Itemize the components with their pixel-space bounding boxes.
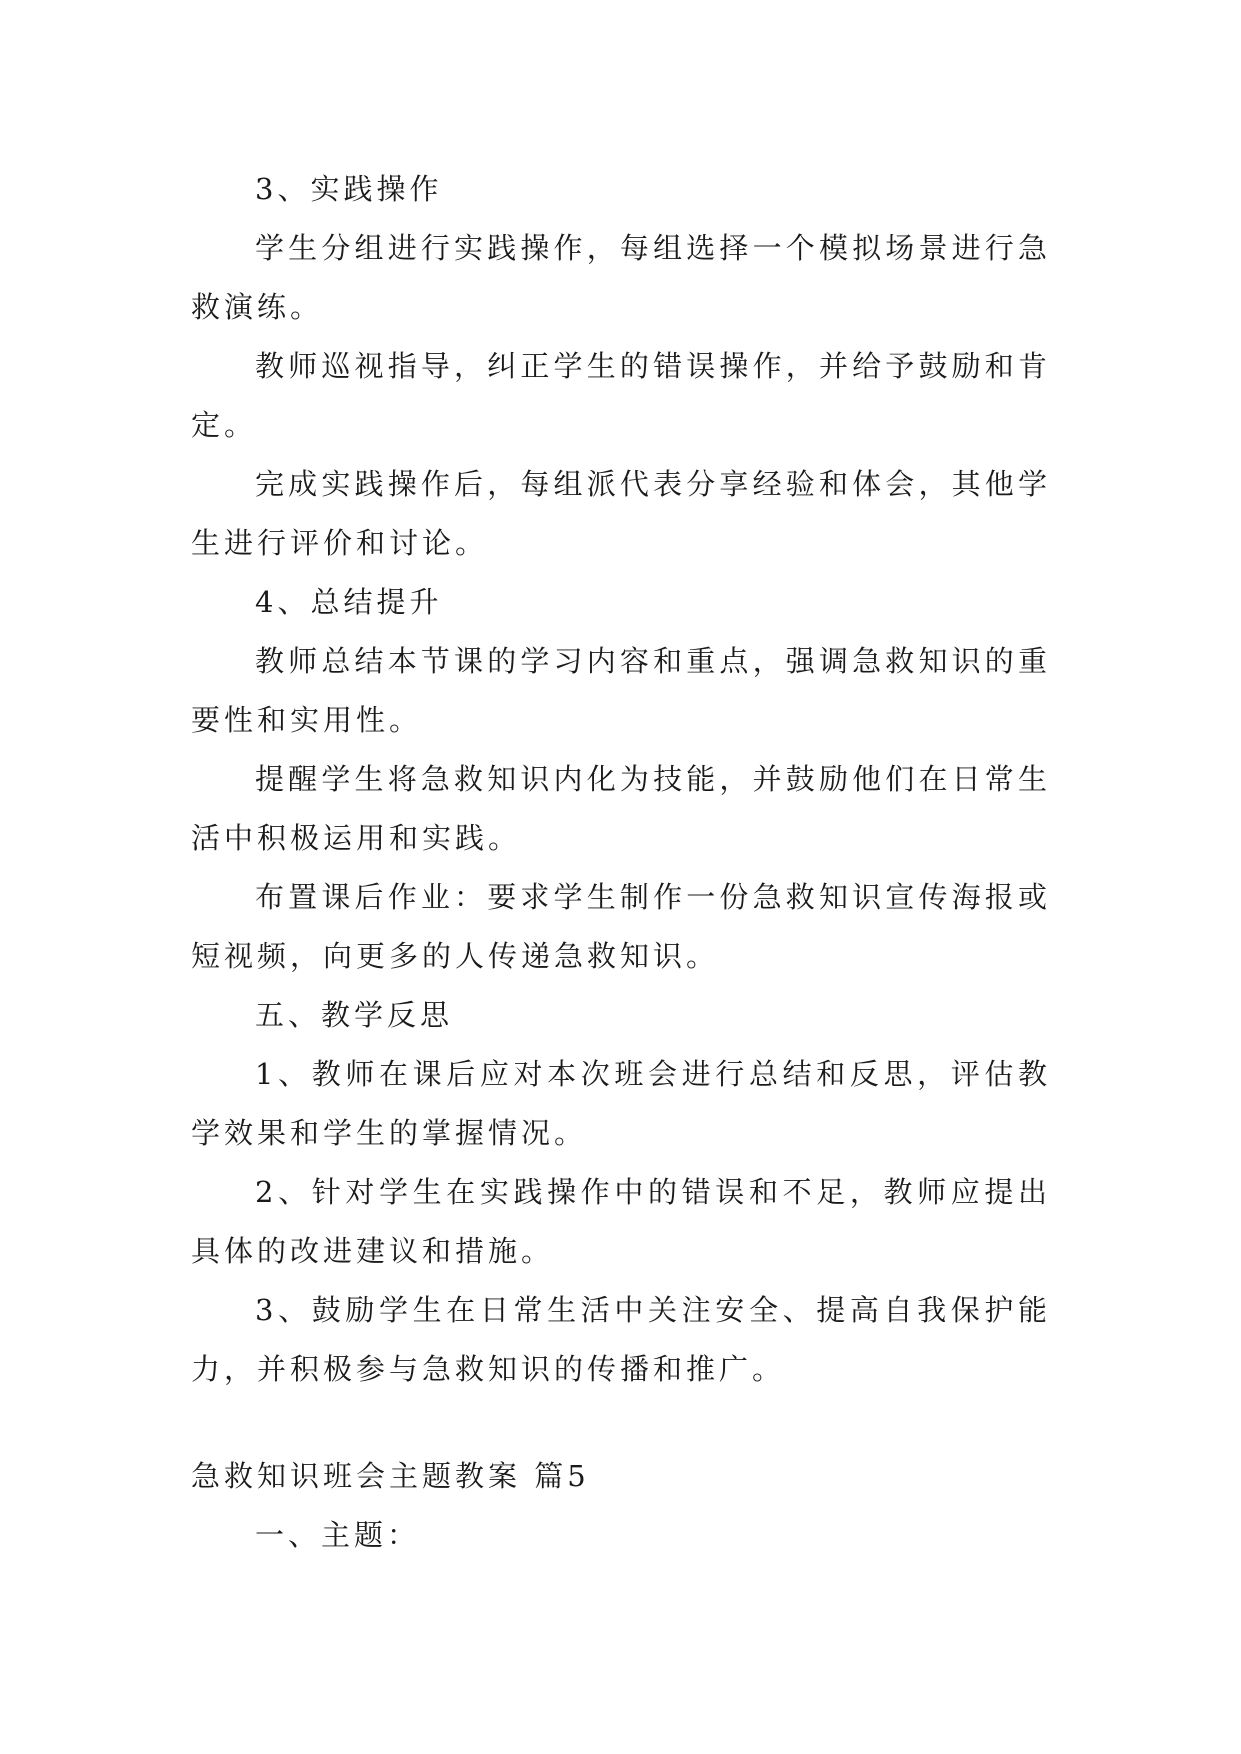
para-practice-2: 教师巡视指导，纠正学生的错误操作，并给予鼓励和肯定。 <box>191 349 1051 442</box>
para-summary-1: 教师总结本节课的学习内容和重点，强调急救知识的重要性和实用性。 <box>191 644 1051 737</box>
para-summary-2: 提醒学生将急救知识内化为技能，并鼓励他们在日常生活中积极运用和实践。 <box>191 762 1051 855</box>
heading-summary: 4、总结提升 <box>255 585 443 619</box>
para-reflection-1: 1、教师在课后应对本次班会进行总结和反思，评估教学效果和学生的掌握情况。 <box>191 1057 1051 1150</box>
para-practice-3: 完成实践操作后，每组派代表分享经验和体会，其他学生进行评价和讨论。 <box>191 467 1051 560</box>
para-reflection-2: 2、针对学生在实践操作中的错误和不足，教师应提出具体的改进建议和措施。 <box>191 1175 1051 1268</box>
heading-theme: 一、主题： <box>255 1518 421 1552</box>
para-summary-3: 布置课后作业：要求学生制作一份急救知识宣传海报或短视频，向更多的人传递急救知识。 <box>191 880 1051 973</box>
section-title-part5: 急救知识班会主题教案 篇5 <box>191 1459 590 1493</box>
para-practice-1: 学生分组进行实践操作，每组选择一个模拟场景进行急救演练。 <box>191 231 1051 324</box>
document-body <box>191 160 1051 1565</box>
para-reflection-3: 3、鼓励学生在日常生活中关注安全、提高自我保护能力，并积极参与急救知识的传播和推广。 <box>191 1293 1051 1386</box>
heading-reflection: 五、教学反思 <box>255 998 454 1032</box>
heading-practice: 3、实践操作 <box>255 172 443 206</box>
